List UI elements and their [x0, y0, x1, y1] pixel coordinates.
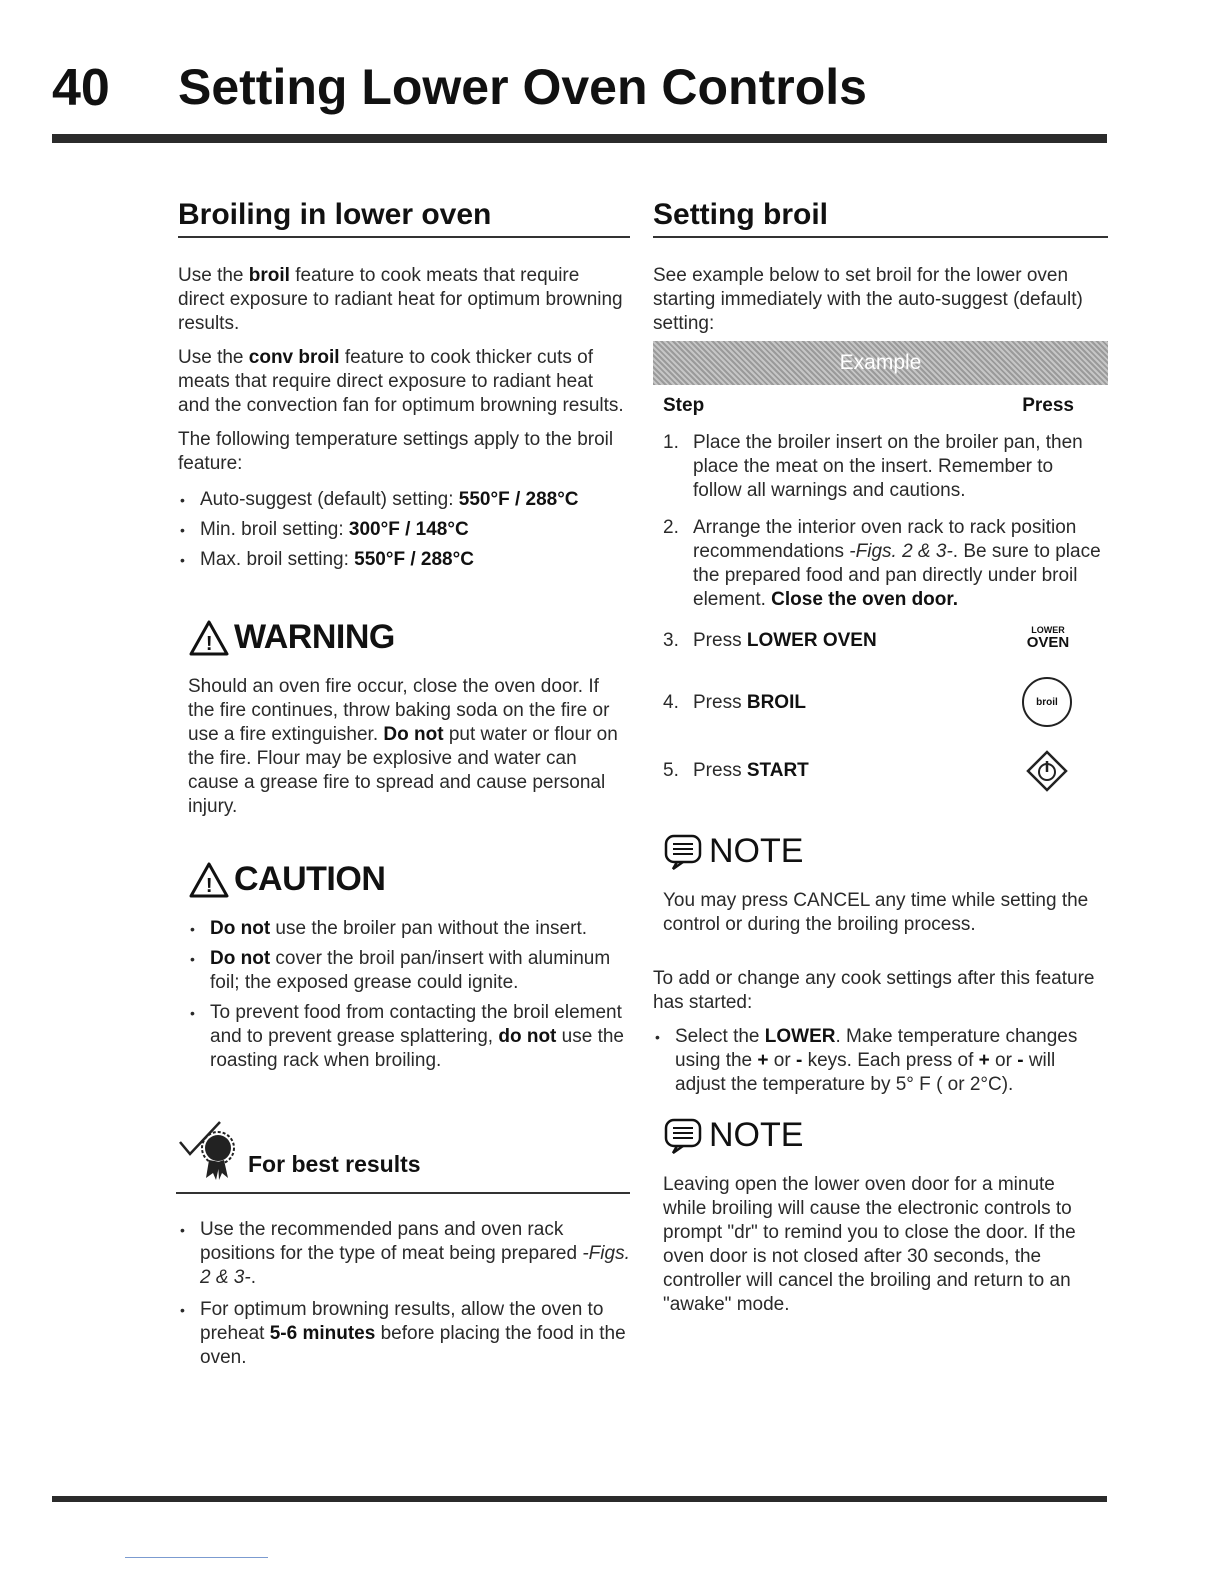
svg-text:!: !	[205, 632, 213, 655]
example-banner: Example	[653, 341, 1108, 385]
lower-oven-key: LOWER OVEN	[1026, 625, 1070, 651]
settings-intro: The following temperature settings apply to the broil feature:	[178, 429, 614, 474]
list-item: • Max. broil setting: 550°F / 288°C	[178, 548, 630, 572]
warning-block	[188, 618, 618, 829]
caution-block	[188, 860, 633, 1079]
footer-link-underline	[125, 1557, 268, 1558]
note-text: Leaving open the lower oven door for a minute while broiling will cause the electronic controls to prompt "dr" to remind you to close the door. If the oven door is not closed after 30 seconds, the controller will cancel the broiling and return to an "awake" mode.	[663, 1174, 1076, 1315]
list-item: • For optimum browning results, allow the oven to preheat 5-6 minutes before placing the food in the oven.	[178, 1298, 630, 1370]
page-title: Setting Lower Oven Controls	[178, 59, 867, 115]
note-title: NOTE	[709, 832, 804, 870]
svg-text:!: !	[205, 874, 213, 897]
right-column	[653, 198, 1108, 346]
list-item: • Use the recommended pans and oven rack positions for the type of meat being prepared -Figs. 2 & 3-.	[178, 1218, 630, 1290]
broil-paragraph: Use the broil feature to cook meats that require direct exposure to radiant heat for optimum browning results.	[178, 265, 623, 334]
example-header	[663, 395, 1074, 417]
warning-text: Should an oven fire occur, close the oven door. If the fire continues, throw baking soda on the fire or use a fire extinguisher. Do not put water or flour on the fire. Flour may be explosive and water can cause a grease fire to spread and cause personal injury.	[188, 676, 618, 817]
temperature-settings-list	[178, 488, 630, 572]
list-item: • To prevent food from contacting the broil element and to prevent grease splattering, do not use the roasting rack when broiling.	[188, 1001, 633, 1073]
left-column	[178, 198, 630, 578]
step-1: 1. Place the broiler insert on the broiler pan, then place the meat on the insert. Remember to follow all warnings and cautions.	[663, 432, 1083, 501]
note-block-1	[663, 832, 1103, 947]
step-2: 2. Arrange the interior oven rack to rack position recommendations -Figs. 2 & 3-. Be sure to place the prepared food and pan directly under broil element. Close the oven door.	[663, 517, 1101, 610]
list-item: • Do not cover the broil pan/insert with aluminum foil; the exposed grease could ignite.	[188, 947, 633, 995]
list-item: • Min. broil setting: 300°F / 148°C	[178, 518, 630, 542]
caution-title: CAUTION	[234, 860, 386, 898]
start-key-icon	[1025, 749, 1069, 793]
press-column-label: Press	[1022, 395, 1074, 416]
list-item: • Auto-suggest (default) setting: 550°F / 288°C	[178, 488, 630, 512]
note-title: NOTE	[709, 1116, 804, 1154]
step-3: 3. Press LOWER OVEN	[663, 630, 877, 651]
change-list	[653, 1025, 1108, 1097]
setting-intro: See example below to set broil for the lower oven starting immediately with the auto-suggest (default) setting:	[653, 265, 1083, 334]
step-column-label: Step	[663, 395, 705, 416]
note-icon	[663, 1117, 703, 1155]
best-results-title: For best results	[248, 1151, 421, 1177]
footer-rule	[52, 1496, 1107, 1502]
warning-title: WARNING	[234, 618, 395, 656]
ribbon-check-icon	[176, 1120, 242, 1182]
note-icon	[663, 833, 703, 871]
section-heading-setting-broil: Setting broil	[653, 198, 1108, 238]
list-item: • Select the LOWER. Make temperature changes using the + or - keys. Each press of + or - will adjust the temperature by 5° F ( or 2°C).	[653, 1025, 1108, 1097]
step-4: 4. Press BROIL	[663, 692, 806, 713]
change-intro: To add or change any cook settings after this feature has started:	[653, 968, 1095, 1013]
best-results-block	[176, 1120, 630, 1376]
broil-key-icon: broil	[1022, 677, 1072, 727]
caution-list	[188, 917, 633, 1073]
best-results-list	[176, 1218, 630, 1370]
note-block-2	[663, 1116, 1103, 1327]
caution-triangle-icon	[188, 861, 230, 899]
list-item: • Do not use the broiler pan without the insert.	[188, 917, 633, 941]
header-rule	[52, 134, 1107, 143]
page-number: 40	[52, 59, 110, 117]
warning-triangle-icon	[188, 619, 230, 657]
note-text: You may press CANCEL any time while setting the control or during the broiling process.	[663, 890, 1089, 935]
section-heading-broiling: Broiling in lower oven	[178, 198, 630, 238]
change-settings-block	[653, 967, 1108, 1103]
conv-broil-paragraph: Use the conv broil feature to cook thicker cuts of meats that require direct exposure to radiant heat and the convection fan for optimum browning results.	[178, 347, 624, 416]
step-5: 5. Press START	[663, 760, 809, 781]
